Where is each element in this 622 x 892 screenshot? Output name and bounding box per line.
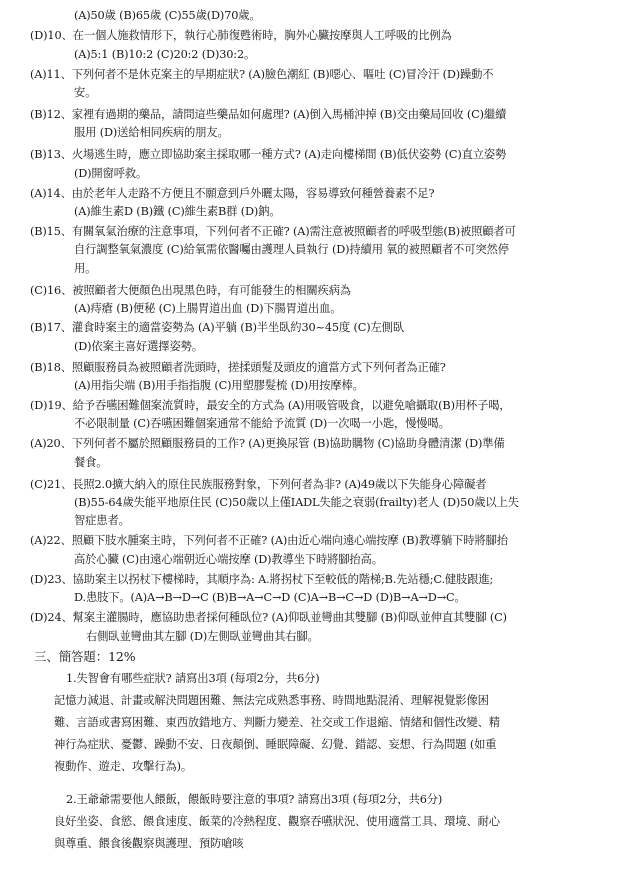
sa-q2-answer: 與尊重、餵食後觀察與護理、預防嗆咳 — [54, 837, 244, 850]
q19-stem: (D)19、給予吞嚥困難個案流質時，最安全的方式為 (A)用吸管吸食，以避免嗆攝取(B)用杯子喝， — [30, 399, 511, 412]
q12-stem-cont: 服用 (D)送給相同疾病的朋友。 — [74, 126, 229, 139]
q18-options: (A)用指尖端 (B)用手指指腹 (C)用塑膠髮梳 (D)用按摩棒。 — [74, 379, 364, 392]
q24-options: 右側臥並彎曲其左腳 (D)左側臥並彎曲其右腳。 — [86, 630, 319, 643]
q14-stem: (A)14、由於老年人走路不方便且不願意到戶外曬太陽，容易導致何種營養素不足? — [30, 187, 435, 200]
q12-stem: (B)12、家裡有過期的藥品，請問這些藥品如何處理? (A)倒入馬桶沖掉 (B)交由藥局回收 (C)繼續 — [30, 108, 507, 121]
sa-q2-answer: 良好坐姿、食慾、餵食速度、飯菜的冷熱程度、觀察吞嚥狀況、使用適當工具、環境、耐心 — [54, 815, 500, 828]
q20-stem: (A)20、下列何者不屬於照顧服務員的工作? (A)更換尿管 (B)協助購物 (C)協助身體清潔 (D)準備 — [30, 437, 505, 450]
sa-q1-answer: 複動作、遊走、攻擊行為)。 — [54, 760, 193, 773]
q14-options: (A)維生素D (B)鐵 (C)維生素B群 (D)鈉。 — [74, 205, 281, 218]
q15-stem: (B)15、有關氧氣治療的注意事項，下列何者不正確? (A)需注意被照顧者的呼吸型態(B)被照顧者可 — [30, 225, 516, 238]
q17-options: (D)依案主喜好選擇姿勢。 — [74, 340, 203, 353]
q24-stem: (D)24、幫案主灌腸時，應協助患者採何種臥位? (A)仰臥並彎曲其雙腳 (B)仰臥並伸直其雙腳 (C) — [30, 611, 507, 624]
q21-options: (B)55-64歲失能平地原住民 (C)50歲以上僅IADL失能之衰弱(frailty)老人 (D)50歲以上失 — [74, 496, 519, 509]
q23-stem: (D)23、協助案主以拐杖下樓梯時，其順序為: A.將拐杖下至較低的階梯;B.先站穩;C.健肢跟進; — [30, 573, 494, 586]
q21-stem: (C)21、長照2.0擴大納入的原住民族服務對象，下列何者為非? (A)49歲以下失能身心障礙者 — [30, 478, 487, 491]
sa-q1-answer: 記憶力減退、計畫或解決問題困難、無法完成熟悉事務、時間地點混淆、理解視覺影像困 — [54, 694, 489, 707]
sa-q1-answer: 神行為症狀、憂鬱、躁動不安、日夜顛倒、睡眠障礙、幻覺、錯認、妄想、行為問題 (如重 — [54, 738, 497, 751]
q11-stem: (A)11、下列何者不是休克案主的早期症狀? (A)臉色潮紅 (B)噁心、嘔吐 (C)冒冷汗 (D)躁動不 — [30, 68, 494, 81]
q16-options: (A)痔瘡 (B)便秘 (C)上腸胃道出血 (D)下腸胃道出血。 — [74, 302, 342, 315]
q18-stem: (B)18、照顧服務員為被照顧者洗頭時，搓揉頭髮及頭皮的適當方式下列何者為正確? — [30, 361, 446, 374]
q13-stem: (B)13、火場逃生時，應立即協助案主採取哪一種方式? (A)走向樓梯間 (B)低伏姿勢 (C)直立姿勢 — [30, 148, 507, 161]
q20-stem-cont: 餐食。 — [74, 456, 108, 469]
q17-stem: (B)17、灌食時案主的適當姿勢為 (A)平躺 (B)半坐臥約30~45度 (C)左側臥 — [30, 321, 404, 334]
q15-stem-cont: 自行調整氧氣濃度 (C)給氧需依醫囑由護理人員執行 (D)持續用 氧的被照顧者不可突然停 — [74, 243, 509, 256]
q15-stem-cont2: 用。 — [74, 262, 97, 275]
q10-options: (A)5:1 (B)10:2 (C)20:2 (D)30:2。 — [74, 48, 256, 61]
sa-q1-answer: 難、言語或書寫困難、東西放錯地方、判斷力變差、社交或工作退縮、情緒和個性改變、精 — [54, 716, 500, 729]
sa-q1-prompt: 1.失智會有哪些症狀? 請寫出3項 (每項2分，共6分) — [66, 672, 320, 685]
q22-options: 高於心臟 (C)由遠心端朝近心端按摩 (D)教導坐下時將腳抬高。 — [74, 553, 383, 566]
q11-stem-cont: 安。 — [74, 86, 97, 99]
sa-q2-prompt: 2.王爺爺需要他人餵飯，餵飯時要注意的事項? 請寫出3項 (每項2分，共6分) — [66, 793, 443, 806]
q23-options: D.患肢下。(A)A→B→D→C (B)B→A→C→D (C)A→B→C→D (D)B→A→D→C。 — [74, 591, 466, 604]
q16-stem: (C)16、被照顧者大便顏色出現黑色時，有可能發生的相關疾病為 — [30, 284, 351, 297]
q10-stem: (D)10、在一個人施救情形下，執行心肺復甦術時，胸外心臟按摩與人工呼吸的比例為 — [30, 29, 452, 42]
q21-options-cont: 智症患者。 — [74, 514, 130, 527]
q13-stem-cont: (D)開窗呼救。 — [74, 167, 148, 180]
q19-options: 不必限制量 (C)吞嚥困難個案通常不能給予流質 (D)一次喝一小匙，慢慢喝。 — [74, 417, 450, 430]
q22-stem: (A)22、照顧下肢水腫案主時，下列何者不正確? (A)由近心端向遠心端按摩 (B)教導躺下時將腳抬 — [30, 534, 508, 547]
q09-options: (A)50歲 (B)65歲 (C)55歲(D)70歲。 — [74, 9, 261, 22]
section-heading: 三、簡答題：12% — [34, 649, 136, 664]
